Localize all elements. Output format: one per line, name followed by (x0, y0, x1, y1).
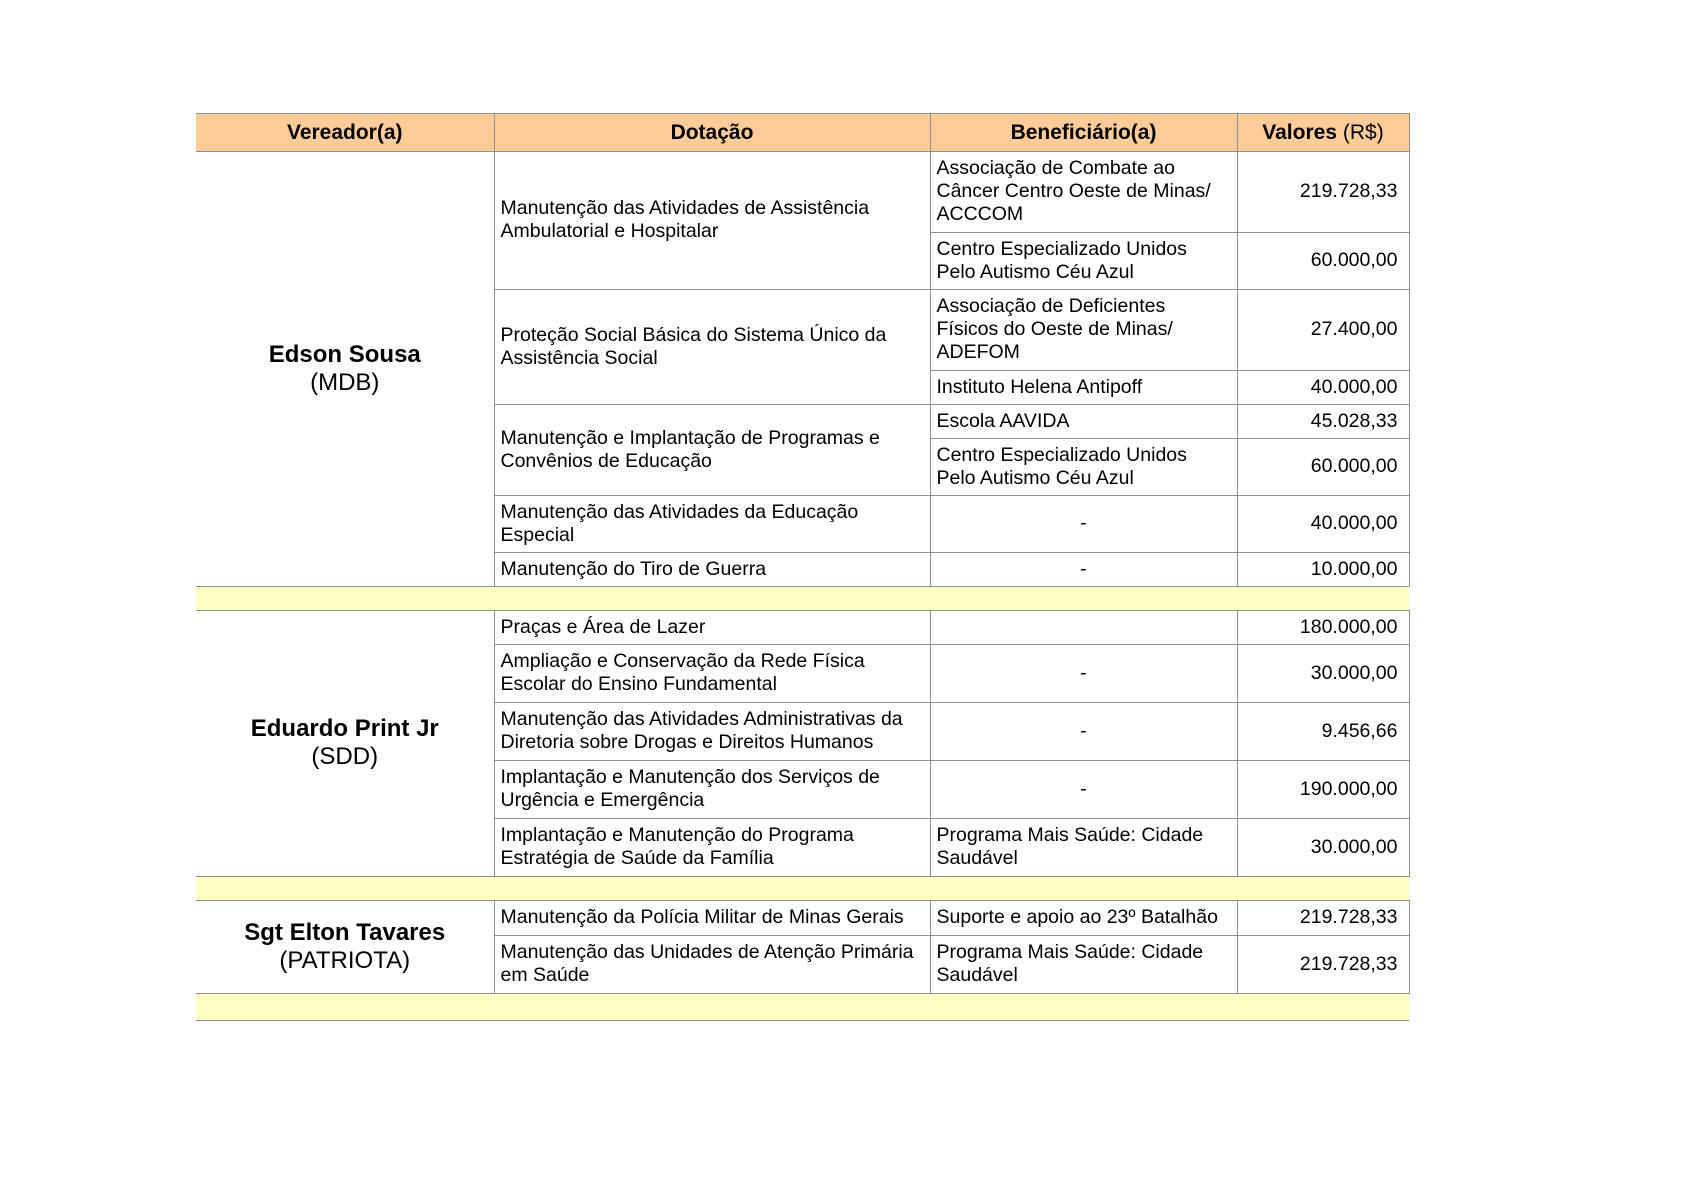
valor-cell: 60.000,00 (1237, 233, 1409, 290)
dotacao-cell: Praças e Área de Lazer (494, 611, 930, 645)
valor-cell: 60.000,00 (1237, 439, 1409, 496)
beneficiario-cell: - (930, 761, 1237, 819)
table-row (196, 611, 1409, 645)
dotacao-cell: Implantação e Manutenção dos Serviços de Urgência e Emergência (494, 761, 930, 819)
vereador-name: Sgt Elton Tavares (244, 918, 446, 946)
beneficiario-cell: Programa Mais Saúde: Cidade Saudável (930, 819, 1237, 877)
separator-row (196, 587, 1409, 611)
separator-row (196, 994, 1409, 1021)
valor-cell: 45.028,33 (1237, 405, 1409, 439)
separator-row (196, 877, 1409, 901)
separator-cell (196, 994, 1409, 1021)
beneficiario-cell: Centro Especializado Unidos Pelo Autismo Céu Azul (930, 233, 1237, 290)
valor-cell: 180.000,00 (1237, 611, 1409, 645)
beneficiario-cell: - (930, 703, 1237, 761)
valor-cell: 40.000,00 (1237, 371, 1409, 405)
beneficiario-cell: - (930, 496, 1237, 553)
beneficiario-cell: Associação de Combate ao Câncer Centro Oeste de Minas/ ACCCOM (930, 152, 1237, 233)
dotacao-cell: Manutenção da Polícia Militar de Minas Gerais (494, 901, 930, 936)
dotacao-cell: Manutenção das Atividades da Educação Especial (494, 496, 930, 553)
beneficiario-cell: Escola AAVIDA (930, 405, 1237, 439)
vereador-cell (196, 152, 494, 587)
dotacao-cell: Proteção Social Básica do Sistema Único da Assistência Social (494, 290, 930, 405)
spreadsheet-page (196, 113, 1409, 1021)
dotacao-cell: Manutenção das Atividades de Assistência Ambulatorial e Hospitalar (494, 152, 930, 290)
vereador-cell (196, 611, 494, 877)
valor-cell: 219.728,33 (1237, 152, 1409, 233)
vereador-party: (MDB) (310, 368, 380, 396)
vereador-name: Eduardo Print Jr (250, 715, 439, 742)
emendas-table (196, 113, 1410, 1021)
beneficiario-cell: - (930, 553, 1237, 587)
vereador-cell (196, 901, 494, 994)
valor-cell: 10.000,00 (1237, 553, 1409, 587)
header-row (196, 114, 1409, 152)
valor-cell: 30.000,00 (1237, 645, 1409, 703)
valor-cell: 219.728,33 (1237, 936, 1409, 994)
dotacao-cell: Manutenção do Tiro de Guerra (494, 553, 930, 587)
header-beneficiario: Beneficiário(a) (930, 114, 1237, 152)
dotacao-cell: Manutenção e Implantação de Programas e Convênios de Educação (494, 405, 930, 496)
beneficiario-cell: - (930, 645, 1237, 703)
vereador-party: (SDD) (311, 743, 379, 770)
valor-cell: 27.400,00 (1237, 290, 1409, 371)
beneficiario-cell: Suporte e apoio ao 23º Batalhão (930, 901, 1237, 936)
separator-cell (196, 587, 1409, 611)
vereador-party: (PATRIOTA) (279, 946, 411, 974)
valor-cell: 40.000,00 (1237, 496, 1409, 553)
valor-cell: 190.000,00 (1237, 761, 1409, 819)
beneficiario-cell (930, 611, 1237, 645)
vereador-name: Edson Sousa (268, 340, 421, 368)
separator-cell (196, 877, 1409, 901)
header-dotacao: Dotação (494, 114, 930, 152)
dotacao-cell: Manutenção das Atividades Administrativas da Diretoria sobre Drogas e Direitos Humanos (494, 703, 930, 761)
header-valores-label: Valores (1262, 120, 1338, 144)
valor-cell: 9.456,66 (1237, 703, 1409, 761)
beneficiario-cell: Instituto Helena Antipoff (930, 371, 1237, 405)
valor-cell: 30.000,00 (1237, 819, 1409, 877)
header-valores-unit: (R$) (1342, 120, 1384, 144)
dotacao-cell: Manutenção das Unidades de Atenção Primária em Saúde (494, 936, 930, 994)
beneficiario-cell: Centro Especializado Unidos Pelo Autismo Céu Azul (930, 439, 1237, 496)
table-row (196, 152, 1409, 233)
beneficiario-cell: Associação de Deficientes Físicos do Oeste de Minas/ ADEFOM (930, 290, 1237, 371)
table-row (196, 901, 1409, 936)
header-valores (1237, 114, 1409, 152)
beneficiario-cell: Programa Mais Saúde: Cidade Saudável (930, 936, 1237, 994)
dotacao-cell: Ampliação e Conservação da Rede Física Escolar do Ensino Fundamental (494, 645, 930, 703)
header-vereador: Vereador(a) (196, 114, 494, 152)
dotacao-cell: Implantação e Manutenção do Programa Estratégia de Saúde da Família (494, 819, 930, 877)
valor-cell: 219.728,33 (1237, 901, 1409, 936)
